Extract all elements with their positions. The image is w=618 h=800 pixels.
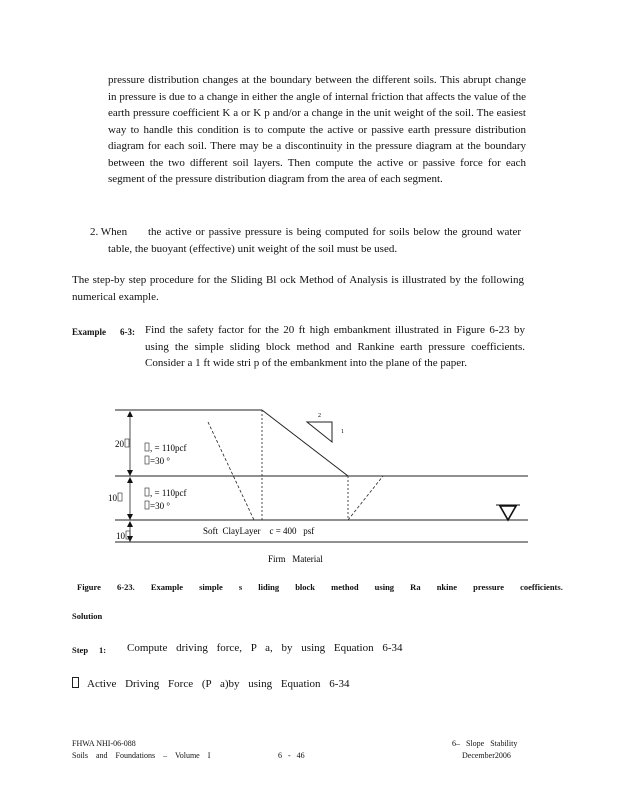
footer-fhwa-number: FHWA NHI-06-088 xyxy=(72,739,136,748)
active-force-text: Active Driving Force (P a)by using Equation 6-34 xyxy=(87,678,350,690)
paragraph-procedure: The step-by step procedure for the Sliding Bl ock Method of Analysis is illustrated by the following numerical example. xyxy=(72,274,524,303)
paragraph-groundwater: the active or passive pressure is being computed for soils below the ground water table, the buoyant (effective) unit weight of the soil must be used. xyxy=(108,226,521,255)
dimension-label-10a: 10 xyxy=(108,493,117,503)
phi-glyph-icon xyxy=(145,456,149,464)
layer1-friction-angle: =30 ° xyxy=(150,456,170,466)
paragraph-pressure-distribution: pressure distribution changes at the boundary between the different soils. This abrupt change in pressure is due to a change in either the angle of internal friction that affects the value of the earth pressure coefficient K a or K p and/or a change in the unit weight of the soil. The easiest way to handle this condition is to compute the active or passive earth pressure distribution diagram for each soil. There may be a discontinuity in the pressure diagram at the boundary between the two different soil layers. Then compute the active or passive force for each segment of the pressure distribution diagram from the area of each segment. xyxy=(108,74,526,185)
solution-heading: Solution xyxy=(72,611,103,621)
arrow-down-icon xyxy=(127,470,133,476)
active-force-line xyxy=(72,677,349,690)
embankment-figure xyxy=(0,400,618,575)
figure-caption: Figure 6-23. Example simple s liding block method using Ra nkine pressure coefficients. xyxy=(77,582,563,592)
step-number: 1: xyxy=(99,645,107,655)
footer-chapter: 6– Slope Stability xyxy=(452,739,518,748)
firm-material-label: Firm Material xyxy=(268,554,323,564)
footer-date: December2006 xyxy=(462,751,511,760)
list-number-2: 2. When xyxy=(90,226,128,238)
embankment-slope-line xyxy=(262,410,348,476)
example-label: Example xyxy=(72,327,107,337)
arrow-up-icon xyxy=(127,521,133,527)
slope-vertical-label: 1 xyxy=(341,429,344,435)
gamma-glyph-icon xyxy=(145,443,149,451)
arrow-up-icon xyxy=(127,411,133,417)
layer1-unit-weight: , = 110pcf xyxy=(150,443,187,453)
slope-horizontal-label: 2 xyxy=(318,413,321,419)
missing-glyph-icon xyxy=(125,439,129,447)
dimension-label-10b: 10 xyxy=(116,531,125,541)
missing-glyph-icon xyxy=(118,493,122,501)
bullet-glyph-icon xyxy=(72,677,79,688)
gamma-glyph-icon xyxy=(145,488,149,496)
layer2-friction-angle: =30 ° xyxy=(150,501,170,511)
step-label: Step xyxy=(72,645,89,655)
footer-manual-title: Soils and Foundations – Volume I xyxy=(72,751,211,760)
dimension-label-20: 20 xyxy=(115,439,124,449)
water-table-icon xyxy=(500,506,516,520)
arrow-down-icon xyxy=(127,514,133,520)
active-wedge-line xyxy=(208,422,254,520)
passive-wedge-line xyxy=(348,476,383,520)
example-text: Find the safety factor for the 20 ft high embankment illustrated in Figure 6-23 by using the simple sliding block method and Rankine earth pressure coefficients. Consider a 1 ft wide stri p of the embankment into the plane of the paper. xyxy=(145,324,525,369)
slope-ratio-triangle xyxy=(307,422,332,442)
footer-page-number: 6 - 46 xyxy=(278,751,305,760)
phi-glyph-icon xyxy=(145,501,149,509)
clay-layer-label: Soft ClayLayer c = 400 psf xyxy=(203,526,315,536)
layer2-unit-weight: , = 110pcf xyxy=(150,488,187,498)
arrow-up-icon xyxy=(127,477,133,483)
step-1-text: Compute driving force, P a, by using Equation 6-34 xyxy=(127,642,403,654)
example-number: 6-3: xyxy=(120,327,135,337)
